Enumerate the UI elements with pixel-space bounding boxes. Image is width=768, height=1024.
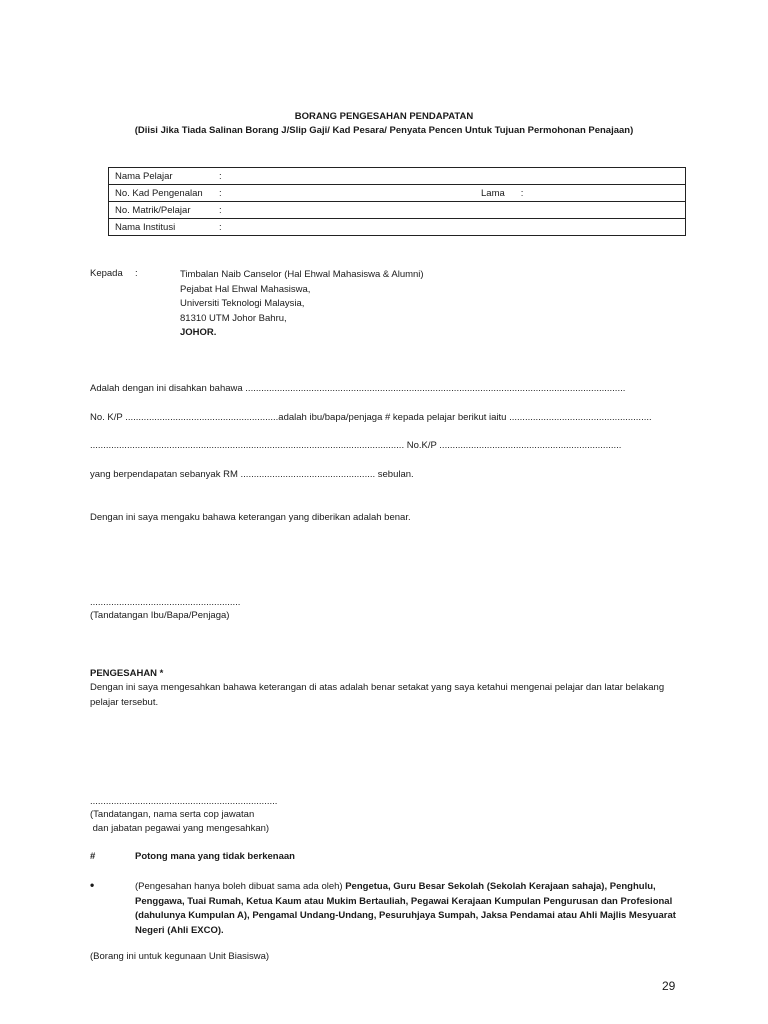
body-line-2: No. K/P ..........................................................adalah ibu/bapa/penjaga # kepada pelajar berikut iaitu ...................................................... [90,412,652,423]
officer-signature-caption-2: dan jabatan pegawai yang mengesahkan) [90,823,270,834]
lama-label: Lama [481,187,505,199]
info-colon: : [219,204,222,216]
body-line-3: ....................................................................................................................... No.K/P ..................................................................... [90,440,622,451]
address-line: Pejabat Hal Ehwal Mahasiswa, [180,283,311,295]
info-row-kad-pengenalan [109,185,686,202]
address-line: Universiti Teknologi Malaysia, [180,298,305,309]
kepada-label: Kepada [90,268,123,279]
bullet-intro: (Pengesahan hanya boleh dibuat sama ada oleh) [135,881,346,892]
page-number: 29 [662,979,676,993]
lama-field [481,188,523,199]
body-line-1: Adalah dengan ini disahkan bahawa ................................................................................................................................................ [90,383,626,394]
student-info-table [108,167,686,236]
info-label: Nama Institusi [115,221,176,233]
info-row-institusi [109,219,686,236]
address-line: JOHOR. [180,327,217,338]
bullet-authorities: Pengetua, Guru Besar Sekolah (Sekolah Kerajaan sahaja), Penghulu, Penggawa, Tuai Rumah, Ketua Kaum atau Mukim Bertauliah, Pegawai Kerajaan Kumpulan Pengurusan dan Profesional (dahulunya Kumpulan A), Pengamal Undang-Undang, Pesuruhjaya Sumpah, Jaksa Pendamai atau Ahli Majlis Mesyuarat Negeri (Ahli EXCO). [135,881,676,936]
pengesahan-text: Dengan ini saya mengesahkan bahawa keterangan di atas adalah benar setakat yang saya ketahui mengenai pelajar dan latar belakang pelajar tersebut. [90,682,665,708]
hash-note: Potong mana yang tidak berkenaan [135,851,295,862]
usage-note: (Borang ini untuk kegunaan Unit Biasiswa) [90,951,270,962]
info-row-matrik [109,202,686,219]
parent-signature-caption: (Tandatangan Ibu/Bapa/Penjaga) [90,610,230,621]
officer-signature-caption-1: (Tandatangan, nama serta cop jawatan [90,809,255,820]
info-label: No. Matrik/Pelajar [115,204,191,216]
kepada-colon: : [135,268,138,279]
bullet-note [135,880,695,938]
info-label: No. Kad Pengenalan [115,187,203,199]
income-line: yang berpendapatan sebanyak RM ................................................... sebulan. [90,469,414,480]
info-colon: : [219,187,222,199]
form-subtitle: (Diisi Jika Tiada Salinan Borang J/Slip Gaji/ Kad Pesara/ Penyata Pencen Untuk Tujuan Permohonan Penajaan) [134,125,634,136]
address-line: 81310 UTM Johor Bahru, [180,312,287,324]
hash-symbol: # [90,851,96,862]
form-title: BORANG PENGESAHAN PENDAPATAN [294,111,474,122]
info-row-nama-pelajar [109,168,686,185]
recipient-address [180,268,424,341]
info-colon: : [219,221,222,233]
bullet-symbol: • [90,878,95,892]
officer-signature-line: ....................................................................... [90,796,278,807]
pengesahan-heading: PENGESAHAN * [90,668,164,679]
parent-signature-line: ......................................................... [90,597,241,608]
declaration-text: Dengan ini saya mengaku bahawa keterangan yang diberikan adalah benar. [90,512,411,523]
info-colon: : [219,170,222,182]
lama-colon: : [520,187,524,199]
address-line: Timbalan Naib Canselor (Hal Ehwal Mahasiswa & Alumni) [180,269,424,280]
info-label: Nama Pelajar [115,170,173,182]
